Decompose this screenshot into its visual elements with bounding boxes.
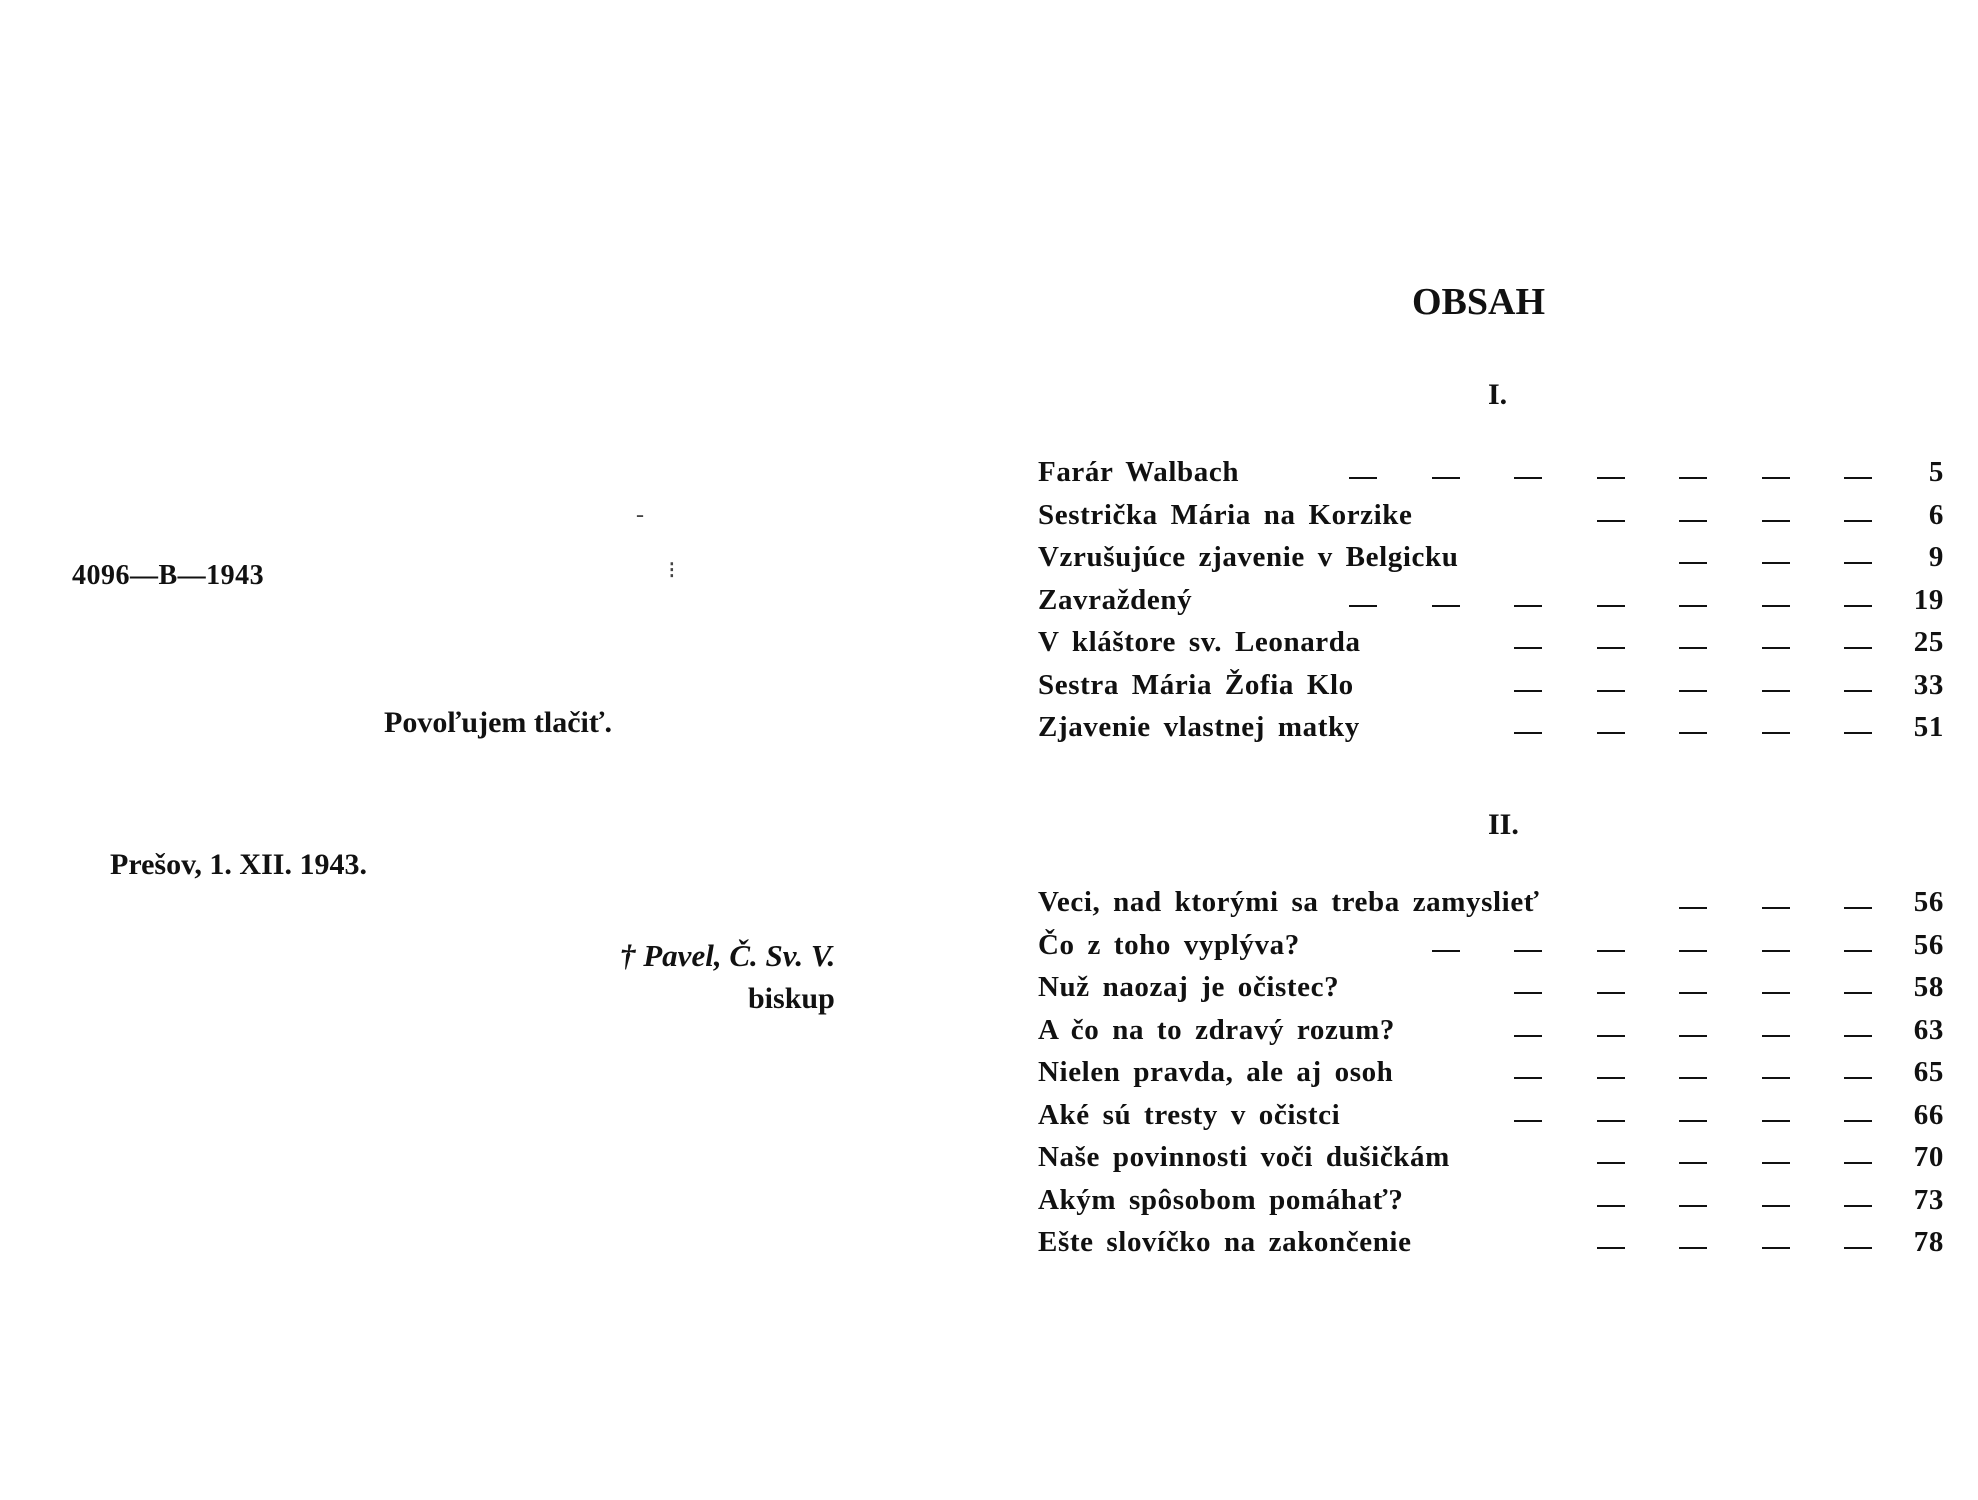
dash-leader [1679,1035,1707,1037]
dash-leader [1679,1077,1707,1079]
toc-entry-page: 73 [1913,1183,1944,1216]
reference-number: 4096—B—1943 [72,560,265,591]
toc-entry-page: 9 [1928,541,1944,573]
dash-leader [1679,690,1707,692]
dash-leader [1844,520,1872,522]
toc-entry-title: Vzrušujúce zjavenie v Belgicku [1038,541,1459,573]
dash-leader [1679,950,1707,952]
toc-entry-title: Sestra Mária Žofia Klo [1038,668,1354,701]
dash-leader [1432,605,1460,607]
section-heading-2: II. [1488,808,1519,841]
dash-leader [1762,1162,1790,1164]
toc-entry-title: Nuž naozaj je očistec? [1038,971,1340,1003]
toc-entry [1038,584,1944,627]
dash-leader [1514,690,1542,692]
dash-leader [1844,1205,1872,1207]
toc-entry [1038,1014,1944,1057]
dash-leader [1597,1247,1625,1249]
dash-leader [1597,1205,1625,1207]
toc-entry-title: Akým spôsobom pomáhať? [1038,1183,1404,1216]
dash-leader [1762,992,1790,994]
dash-leader [1762,690,1790,692]
dash-leader [1844,647,1872,649]
toc-list-section-2 [1038,886,1944,1269]
dash-leader [1844,1035,1872,1037]
dash-leader [1762,732,1790,734]
toc-entry-title: Naše povinnosti voči dušičkám [1038,1141,1450,1173]
toc-list-section-1 [1038,456,1944,754]
dash-leader [1844,1162,1872,1164]
dash-leader [1679,1120,1707,1122]
toc-entry-title: Aké sú tresty v očistci [1038,1098,1341,1131]
dash-leader [1762,950,1790,952]
toc-entry-title: Zavraždený [1038,583,1193,616]
dash-leader [1679,562,1707,564]
toc-entry-title: Veci, nad ktorými sa treba zamyslieť [1038,886,1540,918]
dash-leader [1679,1205,1707,1207]
dash-leader [1349,477,1377,479]
toc-entry-page: 58 [1913,971,1944,1003]
dash-leader [1679,647,1707,649]
dash-leader [1597,732,1625,734]
toc-entry-page: 56 [1913,886,1944,918]
dash-leader [1679,992,1707,994]
toc-entry-title: A čo na to zdravý rozum? [1038,1013,1396,1046]
dash-leader [1762,477,1790,479]
dash-leader [1514,732,1542,734]
dash-leader [1762,562,1790,564]
dash-leader [1514,992,1542,994]
toc-entry-title: Zjavenie vlastnej matky [1038,711,1360,743]
toc-entry [1038,1056,1944,1099]
toc-entry-page: 66 [1913,1098,1944,1131]
toc-entry-page: 51 [1913,711,1944,743]
toc-entry [1038,1226,1944,1269]
dash-leader [1597,647,1625,649]
toc-entry-title: Nielen pravda, ale aj osoh [1038,1056,1394,1088]
toc-entry-title: Čo z toho vyplýva? [1038,928,1300,961]
toc-entry-page: 6 [1928,498,1944,531]
toc-entry [1038,971,1944,1014]
toc-entry-title: Ešte slovíčko na zakončenie [1038,1226,1412,1258]
dash-leader [1514,950,1542,952]
dash-leader [1762,520,1790,522]
dash-leader [1597,1162,1625,1164]
toc-entry-title: Sestrička Mária na Korzike [1038,498,1413,531]
dash-leader [1762,1077,1790,1079]
toc-entry-page: 33 [1913,668,1944,701]
toc-entry [1038,711,1944,754]
dash-leader [1844,907,1872,909]
dash-leader [1597,992,1625,994]
dash-leader [1762,1120,1790,1122]
signature-title: biskup [748,982,835,1015]
dash-leader [1597,1035,1625,1037]
dash-leader [1597,520,1625,522]
dash-leader [1597,690,1625,692]
toc-entry-page: 63 [1913,1013,1944,1046]
dash-leader [1514,647,1542,649]
dash-leader [1514,1120,1542,1122]
dash-leader [1514,1077,1542,1079]
dash-leader [1762,1247,1790,1249]
signature-name: † Pavel, Č. Sv. V. [620,938,836,973]
dash-leader [1844,950,1872,952]
toc-title: OBSAH [1412,281,1546,323]
toc-entry [1038,669,1944,712]
dash-leader [1844,477,1872,479]
toc-entry [1038,929,1944,972]
dash-leader [1679,732,1707,734]
dash-leader [1762,1205,1790,1207]
toc-entry [1038,626,1944,669]
section-heading-1: I. [1488,378,1508,411]
toc-entry-title: Farár Walbach [1038,456,1240,488]
toc-entry-page: 70 [1913,1141,1944,1173]
dash-leader [1844,605,1872,607]
dash-leader [1844,690,1872,692]
dash-leader [1844,1247,1872,1249]
toc-entry-page: 25 [1913,626,1944,658]
toc-entry [1038,499,1944,542]
toc-entry [1038,1141,1944,1184]
dash-leader [1762,605,1790,607]
toc-entry-page: 5 [1928,456,1944,488]
dash-leader [1762,1035,1790,1037]
dash-leader [1679,1247,1707,1249]
imprimatur-text: Povoľujem tlačiť. [384,706,612,739]
dash-leader [1514,1035,1542,1037]
dash-leader [1679,907,1707,909]
dash-leader [1597,950,1625,952]
dash-leader [1762,907,1790,909]
dash-leader [1597,605,1625,607]
stray-mark-dots: ⁝ [668,558,676,584]
dash-leader [1844,562,1872,564]
toc-entry [1038,886,1944,929]
dash-leader [1844,1120,1872,1122]
dash-leader [1514,477,1542,479]
toc-entry [1038,1184,1944,1227]
dash-leader [1432,477,1460,479]
dash-leader [1679,605,1707,607]
dash-leader [1844,992,1872,994]
dash-leader [1597,1120,1625,1122]
place-date: Prešov, 1. XII. 1943. [110,848,367,881]
toc-entry [1038,456,1944,499]
dash-leader [1514,605,1542,607]
stray-mark-dash: - [636,502,644,528]
toc-entry-page: 56 [1913,928,1944,961]
dash-leader [1349,605,1377,607]
dash-leader [1597,477,1625,479]
dash-leader [1844,732,1872,734]
dash-leader [1432,950,1460,952]
dash-leader [1679,477,1707,479]
dash-leader [1679,520,1707,522]
toc-entry [1038,1099,1944,1142]
dash-leader [1597,1077,1625,1079]
dash-leader [1762,647,1790,649]
toc-entry [1038,541,1944,584]
toc-entry-page: 65 [1913,1056,1944,1088]
toc-entry-title: V kláštore sv. Leonarda [1038,626,1361,658]
dash-leader [1844,1077,1872,1079]
toc-entry-page: 78 [1913,1226,1944,1258]
toc-entry-page: 19 [1913,583,1944,616]
dash-leader [1679,1162,1707,1164]
